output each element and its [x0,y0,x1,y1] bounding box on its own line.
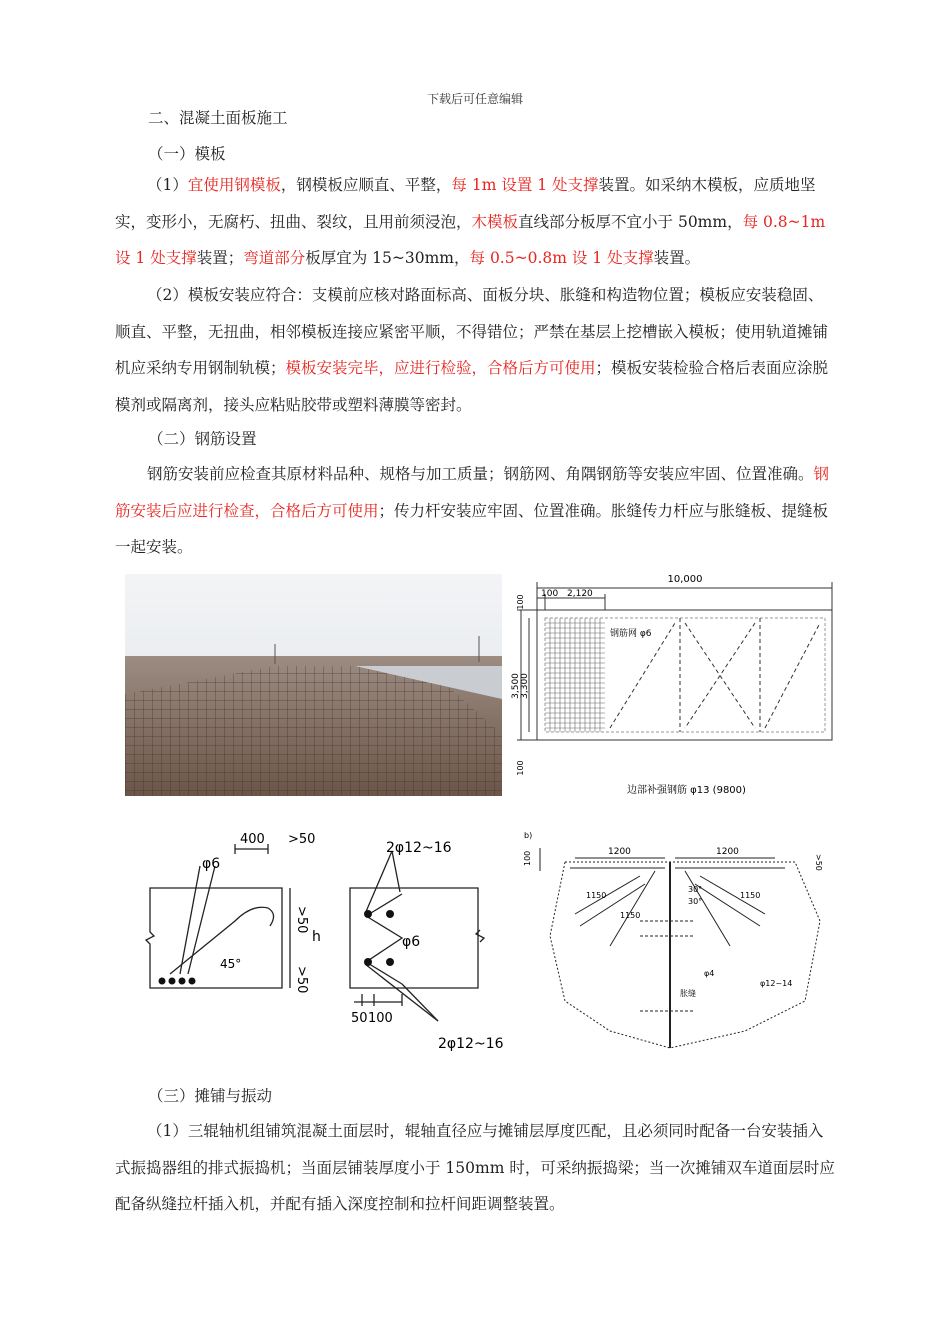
body-text: 钢筋安装前应检查其原材料品种、规格与加工质量；钢筋网、角隅钢筋等安装应牢固、位置准确。 [147,465,814,483]
highlighted-text: 每 0.5~0.8m 设 1 处支撑 [469,249,654,267]
dim-1150-b: 1150 [740,891,761,900]
paragraph-formwork-2 [115,277,835,423]
body-text: 直线部分板厚不宜小于 50mm， [518,212,743,231]
mesh-label: 钢筋网 φ6 [610,629,652,639]
body-text: ；模板安装检验合格后表面应涂脱模剂或隔离剂，接头应粘贴胶带或塑料薄膜等密封。 [115,359,829,414]
paragraph-formwork-1 [115,167,835,277]
dim-gt50: >50 [288,832,316,847]
angle-30-a: 30° [688,885,703,894]
rebar-section-diagram [140,826,505,1056]
highlighted-text: 弯道部分 [243,249,306,267]
phi12-14-label: φ12~14 [760,979,793,988]
dim-total: 10,000 [667,574,703,585]
dim-100-left: 100 [523,850,532,866]
body-text: 装置； [196,249,244,267]
dim-bottom-100: 100 [516,760,525,776]
highlighted-text: 每 0.8~1m 设 1 处支撑 [115,212,826,267]
highlighted-text: 钢筋安装后应进行检查，合格后方可使用 [115,465,830,520]
body-text: ，钢模板应顺直、平整， [280,176,452,194]
expansion-joint-label: 胀缝 [680,989,696,998]
highlighted-text: 木模板 [471,212,519,231]
subsection-title-rebar: （二）钢筋设置 [148,430,257,448]
corner-rebar-diagram [520,826,840,1051]
dim-400: 400 [240,832,265,847]
dim-1150-c: 1150 [620,911,641,920]
paragraph-paving: （1）三辊轴机组铺筑混凝土面层时，辊轴直径应与摊铺层厚度匹配，且必须同时配备一台安装插入式振捣器组的排式振捣机；当面层铺装厚度小于 150mm 时，可采纳振捣梁；当一次摊铺双车道面层时应配备纵缝拉杆插入机，并配有插入深度控制和拉杆间距调整装置。 [115,1122,835,1213]
dim-1150-a: 1150 [586,891,607,900]
page-header: 下载后可任意编辑 [426,92,523,106]
label-b: b) [524,831,533,840]
body-text: 装置。如采纳木模板，应质地坚实，变形小，无腐朽、扭曲、裂纹，且用前须浸泡， [115,176,816,231]
angle-30-b: 30° [688,897,703,906]
body-text: 装置。 [653,249,701,267]
dim-2120: 2,120 [567,589,593,599]
dim-v50-bottom: >50 [294,966,309,994]
subsection-title-paving: （三）摊铺与振动 [148,1087,273,1105]
body-text: 板厚宜为 15~30mm， [305,249,470,267]
subsection-title-formwork: （一）模板 [148,145,226,163]
phi6-label-2: φ6 [402,934,421,950]
h-label: h [312,929,321,945]
body-text: ；传力杆安装应牢固、位置准确。胀缝传力杆应与胀缝板、提缝板一起安装。 [115,501,829,556]
rebar-plan-diagram [511,568,840,800]
bar-2phi-top: 2φ12~16 [386,840,452,856]
dim-1200-right: 1200 [716,847,739,857]
dim-100: 100 [541,589,559,599]
highlighted-text: 宜使用钢模板 [187,176,281,194]
dim-v50-top: >50 [294,906,309,934]
highlighted-text: 模板安装完毕，应进行检验，合格后方可使用 [285,359,596,377]
dim-1200-left: 1200 [608,847,631,857]
dim-gt50-right: >50 [814,854,823,871]
dim-100-b: 100 [368,1011,393,1026]
dim-top-100: 100 [516,594,525,610]
highlighted-text: 每 1m 设置 1 处支撑 [451,176,599,194]
rebar-mesh-photo [125,574,502,796]
phi6-label: φ6 [202,856,221,872]
body-text: （1） [147,176,188,194]
dim-3500: 3,500 [511,673,521,699]
angle-45: 45° [220,957,242,971]
edge-rebar-label: 边部补强钢筋 φ13 (9800) [627,785,746,796]
dim-50: 50 [351,1011,368,1026]
section-heading: 二、混凝土面板施工 [148,109,288,127]
phi4-label: φ4 [704,969,715,978]
bar-2phi-bottom: 2φ12~16 [438,1036,504,1052]
body-text: （2）模板安装应符合：支模前应核对路面标高、面板分块、胀缝和构造物位置；模板应安装稳固、顺直、平整，无扭曲，相邻模板连接应紧密平顺，不得错位；严禁在基层上挖槽嵌入模板；使用轨道摊铺机应采纳专用钢制轨模； [115,286,829,377]
dim-3300: 3,300 [520,673,530,699]
paragraph-rebar [115,456,835,566]
